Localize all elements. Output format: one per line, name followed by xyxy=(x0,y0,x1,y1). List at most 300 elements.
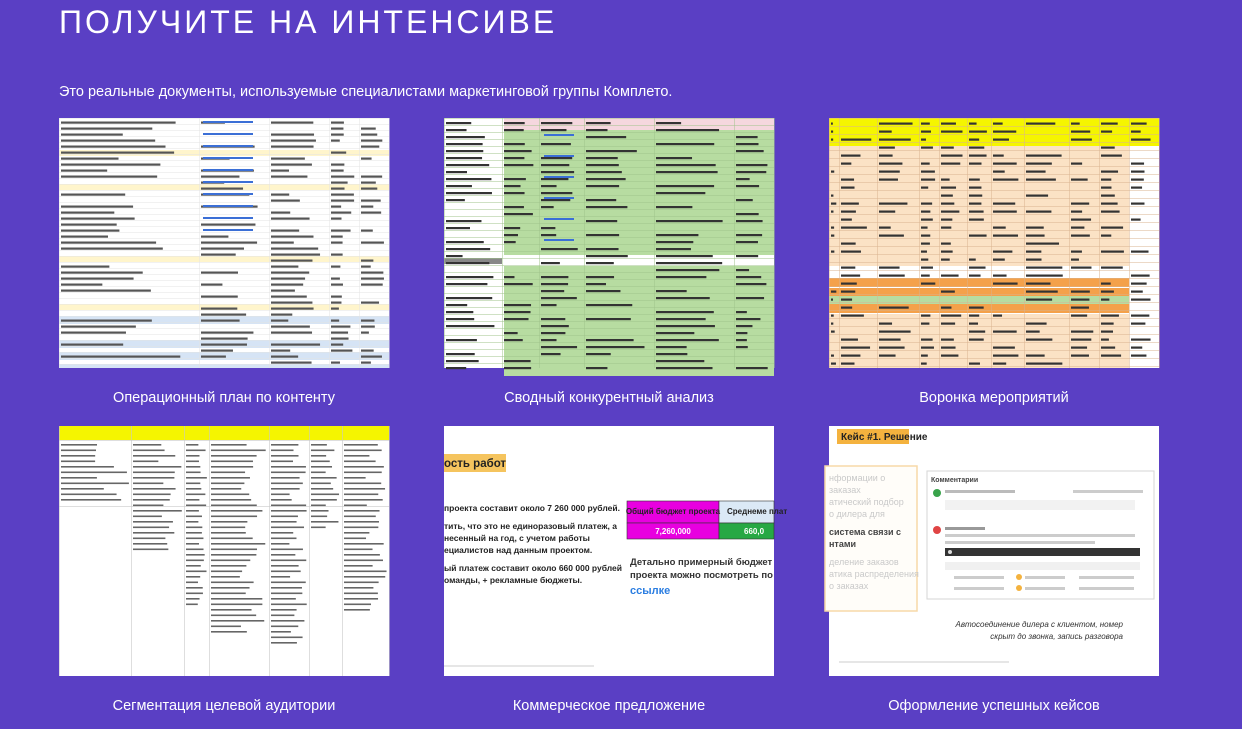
sheet-cell xyxy=(311,483,331,485)
audience-segmentation-thumbnail[interactable] xyxy=(59,426,389,676)
sheet-cell xyxy=(446,185,472,187)
sheet-cell xyxy=(879,163,902,165)
sheet-cell xyxy=(879,227,891,229)
sheet-cell xyxy=(993,275,1007,277)
sheet-cell xyxy=(61,472,127,474)
sheet-cell xyxy=(841,179,854,181)
sheet-cell xyxy=(271,554,295,556)
sheet-cell xyxy=(59,316,389,317)
sheet-cell xyxy=(61,494,117,496)
sheet-cell xyxy=(993,123,1003,125)
sheet-cell xyxy=(831,323,833,325)
sheet-cell xyxy=(1071,251,1082,253)
sheet-cell xyxy=(969,147,984,149)
sheet-cell xyxy=(1131,187,1142,189)
sheet-cell xyxy=(271,272,309,274)
sheet-cell xyxy=(941,275,959,277)
sheet-cell xyxy=(586,367,607,369)
sheet-cell xyxy=(201,350,233,352)
sheet-cell xyxy=(344,444,378,446)
sheet-cell xyxy=(271,499,292,501)
sheet-cell xyxy=(829,326,1159,327)
case-left-line-5: система связи с xyxy=(829,527,902,537)
sheet-cell xyxy=(446,297,492,299)
sheet-cell xyxy=(831,299,833,301)
event-funnel-thumbnail[interactable] xyxy=(829,118,1159,368)
sheet-cell xyxy=(271,254,320,256)
offer-heading: ость работ xyxy=(444,458,507,470)
sheet-cell xyxy=(444,272,774,273)
sheet-cell xyxy=(879,339,901,341)
card-case-studies[interactable] xyxy=(829,426,1159,715)
sheet-cell xyxy=(361,176,382,178)
avg-value: 660,0 xyxy=(744,527,765,536)
sheet-cell xyxy=(61,488,104,490)
card-competitor-analysis[interactable] xyxy=(444,118,774,407)
sheet-cell xyxy=(941,251,953,253)
sheet-cell xyxy=(331,296,342,298)
sheet-cell xyxy=(59,426,389,676)
sheet-cell xyxy=(586,150,637,152)
sheet-cell xyxy=(921,283,935,285)
sheet-cell xyxy=(1131,291,1143,293)
sheet-cell xyxy=(59,440,389,441)
sheet-cell xyxy=(656,129,719,131)
card-content-plan[interactable] xyxy=(59,118,389,407)
sheet-cell xyxy=(736,199,753,201)
card-caption[interactable]: Коммерческое предложение xyxy=(512,698,706,714)
sheet-cell xyxy=(271,290,295,292)
sheet-cell xyxy=(444,125,774,126)
sheet-cell xyxy=(921,227,928,229)
sheet-cell xyxy=(331,284,343,286)
sheet-cell xyxy=(1131,123,1147,125)
sheet-cell xyxy=(1026,323,1047,325)
sheet-cell xyxy=(186,466,200,468)
card-event-funnel[interactable] xyxy=(829,118,1159,407)
sheet-cell xyxy=(186,450,206,452)
sheet-cell xyxy=(61,278,134,280)
case-studies-thumbnail[interactable] xyxy=(829,426,1159,676)
sheet-cell xyxy=(841,187,855,189)
sheet-cell xyxy=(541,234,556,236)
sheet-cell xyxy=(541,283,568,285)
sheet-cell xyxy=(444,167,774,168)
card-caption[interactable]: Оформление успешных кейсов xyxy=(888,698,1100,714)
sheet-cell xyxy=(969,363,980,365)
sheet-cell xyxy=(444,321,774,322)
offer-line-3: несенный на год, с учетом работы xyxy=(444,533,590,543)
sheet-cell xyxy=(829,214,1159,215)
sheet-cell xyxy=(941,243,951,245)
sheet-cell xyxy=(361,266,371,268)
sheet-cell xyxy=(941,227,951,229)
sheet-cell xyxy=(1026,243,1059,245)
avatar xyxy=(933,526,941,534)
sheet-cell xyxy=(993,331,1017,333)
sheet-cell xyxy=(271,642,297,644)
sheet-cell xyxy=(271,200,300,202)
sheet-cell xyxy=(446,339,477,341)
card-caption[interactable]: Сегментация целевой аудитории xyxy=(112,698,336,714)
card-caption[interactable]: Сводный конкурентный анализ xyxy=(504,390,714,406)
sheet-cell xyxy=(444,244,774,245)
sheet-cell xyxy=(211,604,262,606)
sheet-cell xyxy=(586,248,619,250)
card-caption[interactable]: Операционный план по контенту xyxy=(113,390,335,406)
sheet-cell xyxy=(311,455,326,457)
sheet-cell xyxy=(736,332,747,334)
sheet-cell xyxy=(201,254,236,256)
sheet-cell xyxy=(1101,195,1115,197)
sheet-cell xyxy=(969,323,978,325)
sheet-cell xyxy=(446,367,466,369)
sheet-cell xyxy=(829,142,1159,143)
sheet-cell xyxy=(446,353,475,355)
sheet-cell xyxy=(61,444,97,446)
sheet-cell xyxy=(829,304,1159,313)
budget-note-2: проекта можно посмотреть по xyxy=(630,570,773,581)
sheet-cell xyxy=(211,620,264,622)
sheet-cell xyxy=(444,195,774,196)
sheet-cell xyxy=(331,164,344,166)
sheet-cell xyxy=(1071,331,1093,333)
sheet-cell xyxy=(344,554,380,556)
sheet-cell xyxy=(211,461,253,463)
sheet-cell xyxy=(831,139,833,141)
sheet-cell xyxy=(879,147,895,149)
sheet-cell xyxy=(656,367,713,369)
sheet-cell xyxy=(656,332,694,334)
sheet-cell xyxy=(59,292,389,293)
sheet-cell xyxy=(829,262,1159,263)
sheet-cell xyxy=(831,211,833,213)
sheet-cell xyxy=(656,269,719,271)
sheet-cell xyxy=(271,230,299,232)
sheet-cell xyxy=(331,170,344,172)
sheet-cell xyxy=(1071,227,1084,229)
sheet-cell xyxy=(1026,283,1051,285)
sheet-cell xyxy=(829,366,1159,367)
sheet-cell xyxy=(841,155,860,157)
sheet-cell xyxy=(1101,171,1118,173)
sheet-cell xyxy=(211,565,246,567)
sheet-cell xyxy=(586,234,619,236)
sheet-cell xyxy=(1026,171,1046,173)
sheet-cell xyxy=(1131,323,1145,325)
sheet-cell xyxy=(879,235,904,237)
sheet-cell xyxy=(586,283,606,285)
sheet-cell xyxy=(271,194,289,196)
sheet-cell xyxy=(186,521,198,523)
sheet-cell xyxy=(344,450,382,452)
sheet-cell xyxy=(1071,179,1088,181)
sheet-cell xyxy=(211,527,245,529)
case-study-slide-image xyxy=(829,426,1159,676)
sheet-cell xyxy=(59,124,389,125)
sheet-cell xyxy=(736,241,758,243)
sheet-cell xyxy=(656,122,681,124)
sheet-cell xyxy=(829,126,1159,127)
sheet-cell xyxy=(59,226,389,227)
sheet-cell xyxy=(1026,275,1063,277)
sheet-cell xyxy=(59,160,389,161)
sheet-cell xyxy=(586,206,627,208)
sheet-cell xyxy=(271,326,310,328)
sheet-cell xyxy=(879,155,893,157)
sheet-cell xyxy=(736,283,766,285)
sheet-cell xyxy=(331,176,354,178)
sheet-cell xyxy=(211,505,257,507)
sheet-cell xyxy=(1071,347,1087,349)
sheet-cell xyxy=(1131,355,1146,357)
sheet-cell xyxy=(941,147,954,149)
sheet-cell xyxy=(586,171,622,173)
audio-player[interactable] xyxy=(945,548,1140,556)
sheet-cell xyxy=(186,598,200,600)
case-badge: Кейс #1. Решение xyxy=(841,432,928,443)
sheet-cell xyxy=(541,346,577,348)
sheet-cell xyxy=(736,171,766,173)
sheet-cell xyxy=(841,283,857,285)
sheet-cell xyxy=(271,218,310,220)
sheet-cell xyxy=(831,203,836,205)
sheet-cell xyxy=(586,262,614,264)
sheet-cell xyxy=(941,219,952,221)
sheet-cell xyxy=(504,332,518,334)
sheet-cell xyxy=(829,342,1159,343)
sheet-cell xyxy=(541,143,571,145)
budget-link[interactable]: ссылке xyxy=(630,585,671,597)
sheet-cell xyxy=(841,347,870,349)
sheet-cell xyxy=(331,188,345,190)
sheet-cell xyxy=(829,270,1159,271)
sheet-cell xyxy=(656,248,691,250)
sheet-cell xyxy=(736,276,761,278)
sheet-cell xyxy=(1071,123,1080,125)
sheet-cell xyxy=(941,179,950,181)
sheet-cell xyxy=(61,176,157,178)
card-commercial-offer[interactable] xyxy=(444,426,788,715)
sheet-cell xyxy=(186,477,207,479)
sheet-cell xyxy=(654,118,655,368)
competitor-analysis-thumbnail[interactable] xyxy=(444,118,774,368)
sheet-cell xyxy=(61,320,152,322)
sheet-cell xyxy=(841,339,858,341)
sheet-cell xyxy=(879,331,911,333)
sheet-cell xyxy=(271,483,303,485)
sheet-cell xyxy=(186,527,202,529)
sheet-cell xyxy=(446,262,489,264)
sheet-cell xyxy=(361,158,372,160)
sheet-cell xyxy=(544,197,574,199)
case-left-line-2: заказах xyxy=(829,485,861,495)
sheet-cell xyxy=(831,251,834,253)
sheet-cell xyxy=(1071,307,1089,309)
sheet-cell xyxy=(541,276,568,278)
sheet-cell xyxy=(361,230,373,232)
sheet-cell xyxy=(879,203,907,205)
sheet-cell xyxy=(941,323,955,325)
sheet-cell xyxy=(1071,131,1090,133)
sheet-cell xyxy=(331,266,340,268)
sheet-cell xyxy=(829,118,1159,119)
sheet-cell xyxy=(186,499,199,501)
sheet-cell xyxy=(969,163,981,165)
sheet-cell xyxy=(444,174,774,175)
sheet-cell xyxy=(1131,299,1150,301)
sheet-cell xyxy=(939,118,940,368)
sheet-cell xyxy=(993,203,1015,205)
sheet-cell xyxy=(331,230,351,232)
sheet-cell xyxy=(541,304,557,306)
sheet-cell xyxy=(59,166,389,167)
sheet-cell xyxy=(211,582,254,584)
sheet-cell xyxy=(736,367,768,369)
sheet-cell xyxy=(59,262,389,263)
card-audience-segmentation[interactable] xyxy=(59,426,389,715)
sheet-cell xyxy=(1131,251,1149,253)
sheet-cell xyxy=(361,272,383,274)
sheet-cell xyxy=(919,118,920,368)
sheet-cell xyxy=(133,461,158,463)
sheet-cell xyxy=(271,521,297,523)
sheet-cell xyxy=(941,203,954,205)
sheet-cell xyxy=(271,284,303,286)
sheet-cell xyxy=(829,286,1159,287)
sheet-cell xyxy=(61,499,121,501)
sheet-cell xyxy=(586,304,632,306)
sheet-cell xyxy=(993,315,1002,317)
sheet-cell xyxy=(61,266,109,268)
sheet-cell xyxy=(1026,339,1052,341)
sheet-cell xyxy=(586,164,619,166)
sheet-cell xyxy=(344,505,367,507)
sheet-cell xyxy=(61,158,119,160)
sheet-cell xyxy=(656,360,704,362)
sheet-cell xyxy=(656,290,687,292)
sheet-cell xyxy=(446,178,491,180)
sheet-cell xyxy=(361,320,374,322)
sheet-cell xyxy=(59,340,389,341)
sheet-cell xyxy=(831,131,833,133)
sheet-cell xyxy=(446,311,473,313)
sheet-cell xyxy=(1071,219,1091,221)
sheet-cell xyxy=(271,176,307,178)
sheet-cell xyxy=(969,235,987,237)
sheet-cell xyxy=(344,510,380,512)
sheet-cell xyxy=(211,510,262,512)
sheet-cell xyxy=(879,307,909,309)
sheet-cell xyxy=(841,363,854,365)
sheet-cell xyxy=(444,293,774,294)
sheet-cell xyxy=(1026,123,1055,125)
sheet-cell xyxy=(311,521,338,523)
sheet-cell xyxy=(201,314,246,316)
sheet-cell xyxy=(271,134,314,136)
sheet-cell xyxy=(186,532,202,534)
sheet-cell xyxy=(133,543,167,545)
sheet-cell xyxy=(1131,163,1144,165)
sheet-cell xyxy=(211,609,252,611)
sheet-cell xyxy=(446,143,483,145)
sheet-cell xyxy=(544,239,574,241)
sheet-cell xyxy=(586,318,631,320)
sheet-cell xyxy=(541,185,557,187)
sheet-cell xyxy=(446,318,474,320)
sheet-cell xyxy=(444,118,445,368)
sheet-cell xyxy=(879,139,911,141)
sheet-cell xyxy=(656,171,718,173)
sheet-cell xyxy=(656,241,693,243)
sheet-cell xyxy=(211,494,249,496)
sheet-cell xyxy=(389,426,390,676)
sheet-cell xyxy=(774,118,775,368)
sheet-cell xyxy=(586,199,616,201)
sheet-cell xyxy=(1071,259,1079,261)
sheet-cell xyxy=(59,118,389,119)
sheet-cell xyxy=(61,218,135,220)
sheet-cell xyxy=(993,363,1006,365)
sheet-cell xyxy=(59,154,389,155)
sheet-cell xyxy=(331,350,352,352)
sheet-cell xyxy=(969,195,982,197)
sheet-cell xyxy=(941,259,950,261)
card-caption[interactable]: Воронка мероприятий xyxy=(919,390,1069,406)
sheet-cell xyxy=(1071,139,1092,141)
sheet-cell xyxy=(201,338,248,340)
sheet-cell xyxy=(586,185,619,187)
sheet-cell xyxy=(921,323,929,325)
sheet-cell xyxy=(271,565,299,567)
sheet-cell xyxy=(344,483,381,485)
commercial-offer-thumbnail[interactable] xyxy=(444,426,788,676)
sheet-cell xyxy=(133,521,173,523)
sheet-cell xyxy=(311,466,332,468)
sheet-cell xyxy=(444,286,774,287)
sheet-cell xyxy=(921,139,926,141)
sheet-cell xyxy=(201,320,240,322)
sheet-cell xyxy=(1159,118,1160,368)
content-plan-thumbnail[interactable] xyxy=(59,118,389,368)
sheet-cell xyxy=(201,272,238,274)
sheet-cell xyxy=(839,118,840,368)
sheet-cell xyxy=(59,298,389,299)
sheet-cell xyxy=(186,461,199,463)
sheet-cell xyxy=(736,213,759,215)
sheet-cell xyxy=(271,571,301,573)
sheet-cell xyxy=(344,532,369,534)
sheet-cell xyxy=(59,274,389,275)
sheet-cell xyxy=(211,538,253,540)
sheet-cell xyxy=(61,290,151,292)
sheet-cell xyxy=(831,195,833,197)
sheet-cell xyxy=(186,560,204,562)
sheet-cell xyxy=(203,169,253,171)
case-left-line-4: о дилера для xyxy=(829,509,885,519)
sheet-cell xyxy=(271,158,305,160)
sheet-cell xyxy=(993,179,1018,181)
sheet-cell xyxy=(186,593,203,595)
sheet-cell xyxy=(921,123,930,125)
sheet-cell xyxy=(331,236,343,238)
sheet-cell xyxy=(311,516,327,518)
sheet-cell xyxy=(201,308,237,310)
sheet-cell xyxy=(829,310,1159,311)
sheet-cell xyxy=(829,198,1159,199)
sheet-cell xyxy=(361,206,373,208)
sheet-cell xyxy=(59,256,389,262)
